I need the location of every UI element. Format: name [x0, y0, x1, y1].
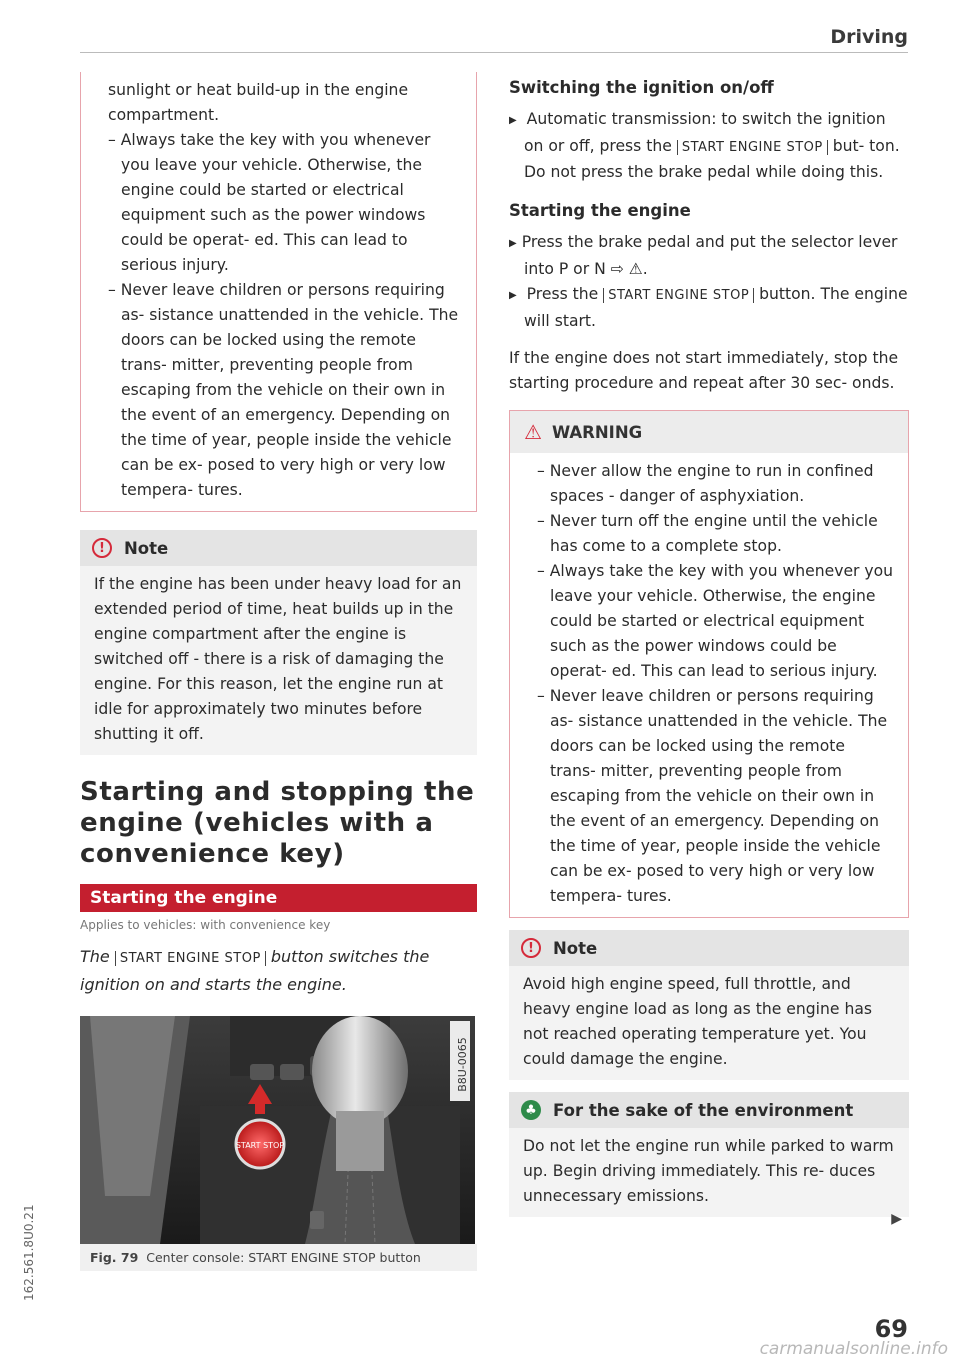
start-step-2 [509, 282, 909, 334]
key-start-engine-stop: START ENGINE STOP [603, 288, 754, 303]
running-title: Driving [830, 26, 908, 48]
note-body-right [509, 966, 909, 1080]
warning-item: – Never leave children or persons requiring as- sistance unattended in the vehicle. The doors can be locked using the remote trans- mitter, preventing people from escaping from the vehicle on their own in the event of an emergency. Depending on the time of year, people inside the vehicle can be ex- posed to very high or very low tempera- tures. [537, 687, 888, 905]
switch-ignition-step [509, 107, 909, 185]
key-start-engine-stop: START ENGINE STOP [677, 140, 828, 155]
figure-caption [80, 1244, 477, 1271]
environment-header [509, 1092, 909, 1128]
start-step-1: ▶ Press the brake pedal and put the selector lever into P or N ⇨ ⚠. [509, 230, 909, 282]
header-rule [80, 52, 908, 53]
step2-post: button. The engine will start. [524, 285, 908, 330]
continue-arrow-icon: ▶ [891, 1211, 902, 1227]
main-title: Starting and stopping the engine (vehicles with a convenience key) [80, 777, 475, 869]
environment-text: Do not let the engine run while parked to warm up. Begin driving immediately. This re- duces unnecessary emissions. [523, 1137, 894, 1205]
intro-pre: The [80, 947, 110, 966]
left-column [80, 72, 477, 1271]
starting-engine-title: Starting the engine [509, 201, 691, 220]
note-text-right: Avoid high engine speed, full throttle, and heavy engine load as long as the engine has not reached operating temperature yet. You could damage the engine. [523, 975, 873, 1068]
side-code: 162.561.8U0.21 [22, 1204, 36, 1301]
warning-line: sunlight or heat build-up in the engine compartment. [108, 81, 409, 124]
warning-line: – Always take the key with you whenever you leave your vehicle. Otherwise, the engine could be started or electrical equipment such as the power windows could be operat- ed. This can lead to serious injury. [108, 131, 431, 274]
warning-title: WARNING [551, 422, 643, 442]
note-icon: ! [92, 538, 112, 558]
start-paragraph: If the engine does not start immediately, stop the starting procedure and repeat after 30 sec- onds. [509, 349, 899, 392]
note-box-right [509, 930, 909, 1080]
applies-text: Applies to vehicles: with convenience key [80, 918, 331, 932]
warning-triangle-icon: ⚠ [524, 420, 542, 444]
warning-body [510, 453, 908, 917]
figure-caption-text: Center console: START ENGINE STOP button [146, 1250, 421, 1265]
key-start-engine-stop: START ENGINE STOP [115, 951, 266, 966]
environment-title: For the sake of the environment [553, 1100, 854, 1120]
note-text: If the engine has been under heavy load for an extended period of time, heat builds up in the engine compartment after the engine is switched off - there is a risk of damaging the engine. For this reason, let the engine run at idle for approximately two minutes before shutting it off. [94, 575, 462, 743]
console-illustration [80, 1016, 475, 1244]
intro-text [80, 944, 477, 998]
section-bar: Starting the engine [80, 884, 477, 912]
note-icon: ! [521, 938, 541, 958]
figure-code-holder [453, 1024, 471, 1104]
environment-body [509, 1128, 909, 1217]
warning-box [509, 410, 909, 918]
intro-post: button switches the ignition on and starts the engine. [80, 947, 430, 994]
warning-header [510, 411, 908, 453]
footer-watermark: carmanualsonline.info [759, 1339, 948, 1359]
note-title: Note [124, 538, 169, 558]
warning-line: – Never leave children or persons requiring as- sistance unattended in the vehicle. The doors can be locked using the remote trans- mitter, preventing people from escaping from the vehicle on their own in the event of an emergency. Depending on the time of year, people inside the vehicle can be ex- posed to very high or very low tempera- tures. [108, 281, 459, 499]
warning-item: – Always take the key with you whenever you leave your vehicle. Otherwise, the engine could be started or electrical equipment such as the power windows could be operat- ed. This can lead to serious injury. [537, 562, 894, 680]
warning-item: – Never allow the engine to run in confined spaces - danger of asphyxiation. [537, 462, 874, 505]
note-body [80, 566, 477, 755]
switch-ignition-title: Switching the ignition on/off [509, 78, 774, 97]
figure-code: B8U-0065 [455, 1036, 469, 1092]
note-header-right [509, 930, 909, 966]
page-number: 69 [874, 1315, 908, 1343]
button-label: START STOP [235, 1141, 285, 1150]
note-box [80, 530, 477, 755]
switch-pre: Automatic transmission: to switch the ignition on or off, press the [524, 110, 886, 155]
figure-center-console [80, 1016, 475, 1244]
figure-label: Fig. 79 [90, 1250, 139, 1265]
right-column [509, 78, 909, 1217]
note-title-right: Note [553, 938, 598, 958]
warning-continuation [80, 72, 477, 512]
environment-box [509, 1092, 909, 1217]
step2-pre: Press the [526, 285, 599, 303]
switch-post: but- ton. Do not press the brake pedal while doing this. [524, 137, 900, 181]
warning-item: – Never turn off the engine until the vehicle has come to a complete stop. [537, 512, 878, 555]
note-header [80, 530, 477, 566]
environment-leaf-icon: ♣ [521, 1100, 541, 1120]
